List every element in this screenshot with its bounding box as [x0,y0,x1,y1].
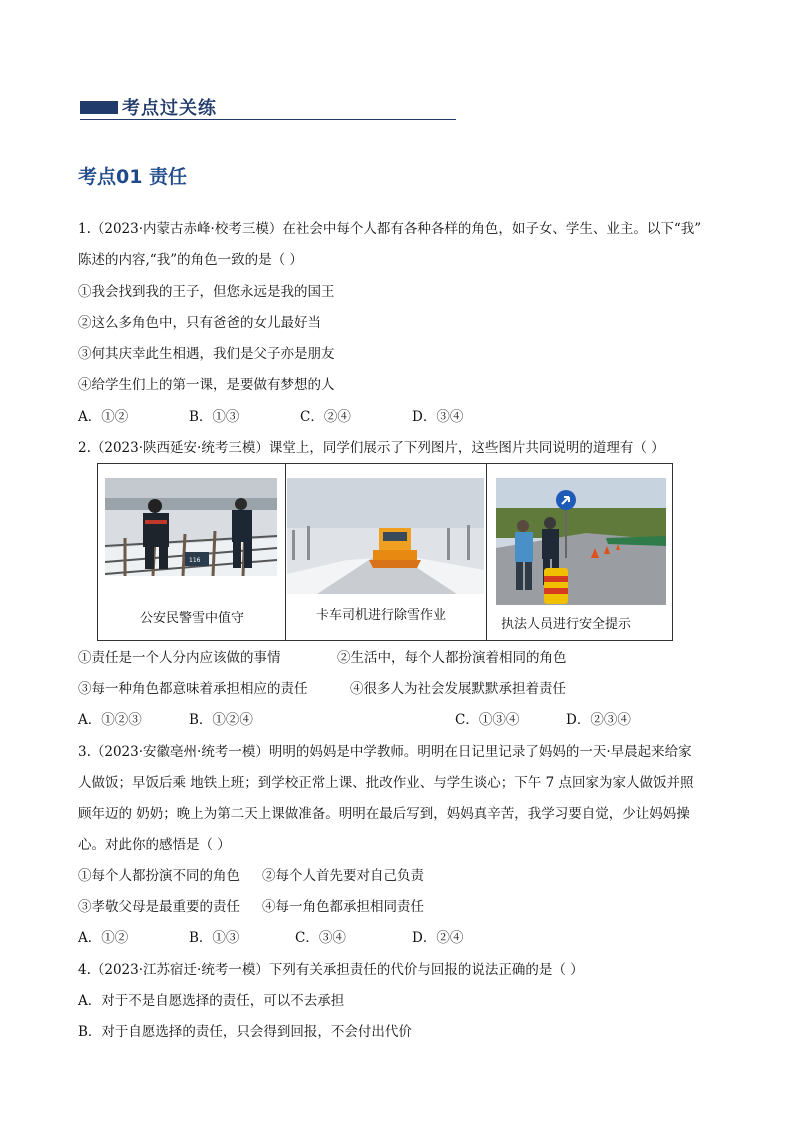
q3-stem-line: 3.（2023·安徽亳州·统考一模）明明的妈妈是中学教师。明明在日记里记录了妈妈的一天·早晨起来给家 [78,744,692,760]
q1-stem-line1: 1.（2023·内蒙古赤峰·校考三模）在社会中每个人都有各种各样的角色，如子女、学生、业主。以下“我” [78,221,702,237]
q1-item: ③何其庆幸此生相遇，我们是父子亦是朋友 [78,346,335,362]
svg-text:116: 116 [189,557,201,564]
q1-item: ②这么多角色中，只有爸爸的女儿最好当 [78,315,321,331]
q3-stem-line: 心。对此你的感悟是（ ） [78,837,231,853]
q2-option-b[interactable]: B．①②④ [189,712,253,728]
q2-option-d[interactable]: D．②③④ [566,712,631,728]
q3-item: ①每个人都扮演不同的角色 [78,868,240,884]
q2-image-cell-truck [286,464,487,640]
safety-reminder-photo [496,478,666,605]
q1-item: ④给学生们上的第一课，是要做有梦想的人 [78,377,335,393]
q3-item: ③孝敬父母是最重要的责任 [78,899,240,915]
section-header-bar [80,101,118,114]
q3-item: ④每一角色都承担相同责任 [262,899,424,915]
q2-caption-officer: 执法人员进行安全提示 [501,617,632,632]
q3-option-c[interactable]: C．③④ [295,930,346,946]
q1-option-d[interactable]: D．③④ [412,409,464,425]
q1-stem-line2: 陈述的内容,“我”的角色一致的是（ ） [78,252,303,268]
q1-item: ①我会找到我的王子，但您永远是我的国王 [78,284,335,300]
q4-stem: 4.（2023·江苏宿迁·统考一模）下列有关承担责任的代价与回报的说法正确的是（ ） [78,962,584,978]
q4-option-b[interactable]: B．对于自愿选择的责任，只会得到回报，不会付出代价 [78,1024,412,1040]
q4-option-a[interactable]: A．对于不是自愿选择的责任，可以不去承担 [78,993,345,1009]
section-underline [80,119,456,120]
q3-item: ②每个人首先要对自己负责 [262,868,424,884]
q2-stem: 2.（2023·陕西延安·统考三模）课堂上，同学们展示了下列图片，这些图片共同说明的道理有（ ） [78,440,665,456]
q3-option-a[interactable]: A．①② [78,930,129,946]
q2-item: ④很多人为社会发展默默承担着责任 [350,681,566,697]
q1-option-b[interactable]: B．①③ [189,409,240,425]
q2-option-a[interactable]: A．①②③ [78,712,142,728]
police-snow-photo [105,478,277,576]
q2-item: ②生活中，每个人都扮演着相同的角色 [337,650,567,666]
q3-stem-line: 人做饭；早饭后乘 地铁上班；到学校正常上课、批改作业、与学生谈心；下午 7 点回家为家人做饭并照 [78,775,694,791]
section-title: 考点过关练 [122,98,217,119]
q3-stem-line: 顾年迈的 奶奶；晚上为第二天上课做准备。明明在最后写到，妈妈真辛苦，我学习要自觉，少让妈妈操 [78,806,690,822]
section-header [80,94,456,122]
q1-option-a[interactable]: A．①② [78,409,129,425]
q2-option-c[interactable]: C．①③④ [455,712,520,728]
q2-image-cell-police [98,464,286,640]
topic-heading: 考点01 责任 [78,166,188,188]
q1-option-c[interactable]: C．②④ [300,409,351,425]
q3-option-d[interactable]: D．②④ [412,930,464,946]
q2-image-cell-officer [487,464,672,640]
q2-item: ①责任是一个人分内应该做的事情 [78,650,281,666]
q2-item: ③每一种角色都意味着承担相应的责任 [78,681,308,697]
q2-caption-truck: 卡车司机进行除雪作业 [316,608,447,623]
snow-plow-truck-photo [287,478,484,594]
q2-image-table [97,463,673,641]
q2-caption-police: 公安民警雪中值守 [140,611,245,626]
q3-option-b[interactable]: B．①③ [189,930,240,946]
